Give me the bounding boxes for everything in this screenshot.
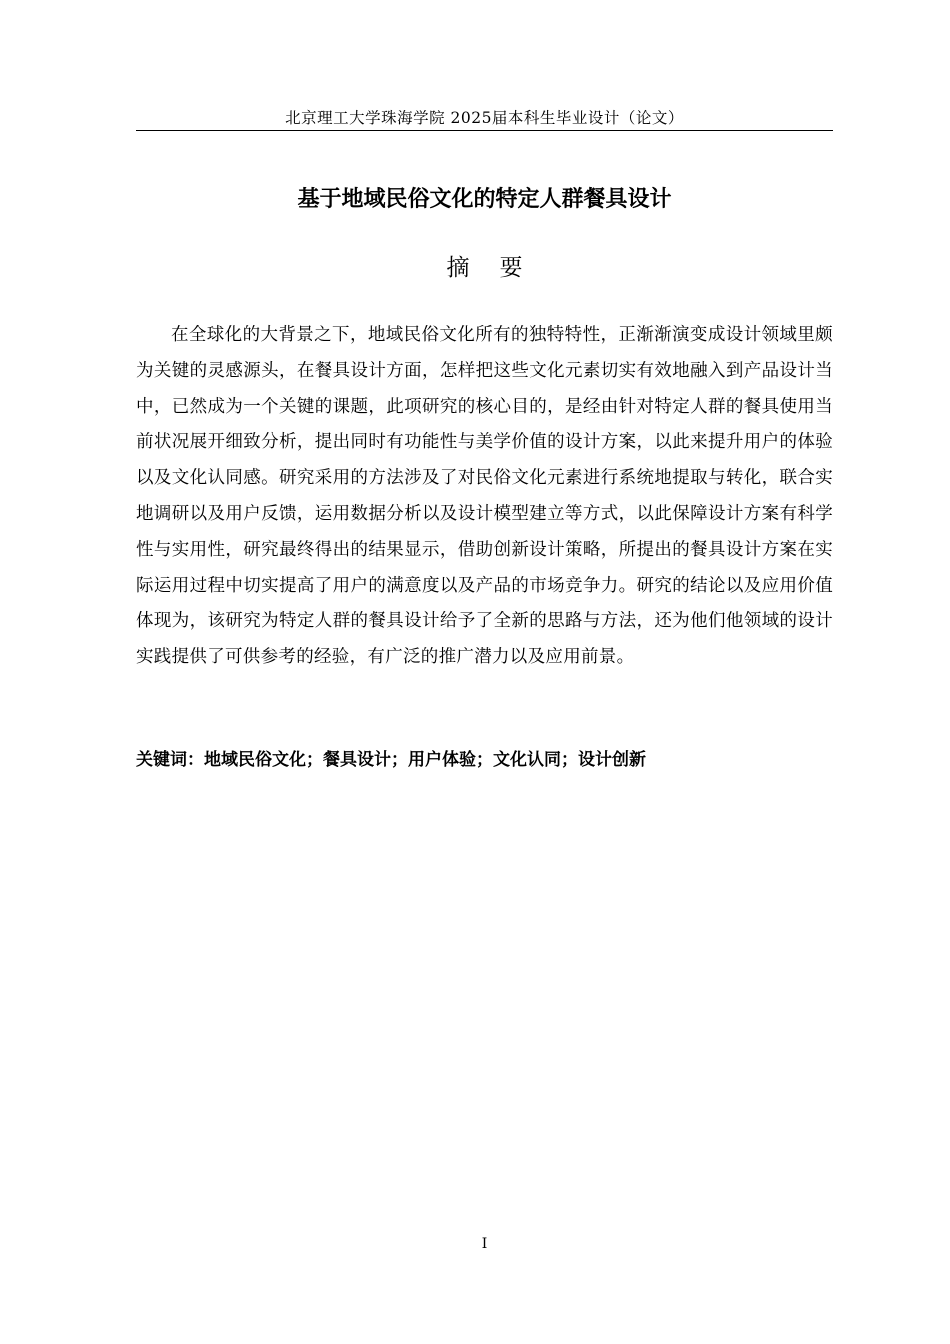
running-header: 北京理工大学珠海学院 2025届本科生毕业设计（论文） xyxy=(285,109,684,127)
header-divider xyxy=(136,130,833,131)
abstract-heading: 摘要 xyxy=(446,255,553,281)
keywords-line: 关键词：地域民俗文化；餐具设计；用户体验；文化认同；设计创新 xyxy=(136,750,646,770)
abstract-paragraph: 在全球化的大背景之下，地域民俗文化所有的独特特性，正渐渐演变成设计领域里颇为关键的灵感源头，在餐具设计方面，怎样把这些文化元素切实有效地融入到产品设计当中，已然成为一个关键的课题，此项研究的核心目的，是经由针对特定人群的餐具使用当前状况展开细致分析，提出同时有功能性与美学价值的设计方案，以此来提升用户的体验以及文化认同感。研究采用的方法涉及了对民俗文化元素进行系统地提取与转化，联合实地调研以及用户反馈，运用数据分析以及设计模型建立等方式，以此保障设计方案有科学性与实用性，研究最终得出的结果显示，借助创新设计策略，所提出的餐具设计方案在实际运用过程中切实提高了用户的满意度以及产品的市场竞争力。研究的结论以及应用价值体现为，该研究为特定人群的餐具设计给予了全新的思路与方法，还为他们他领域的设计实践提供了可供参考的经验，有广泛的推广潜力以及应用前景。 xyxy=(136,325,833,668)
document-title: 基于地域民俗文化的特定人群餐具设计 xyxy=(297,187,672,212)
page-number: I xyxy=(481,1236,488,1252)
